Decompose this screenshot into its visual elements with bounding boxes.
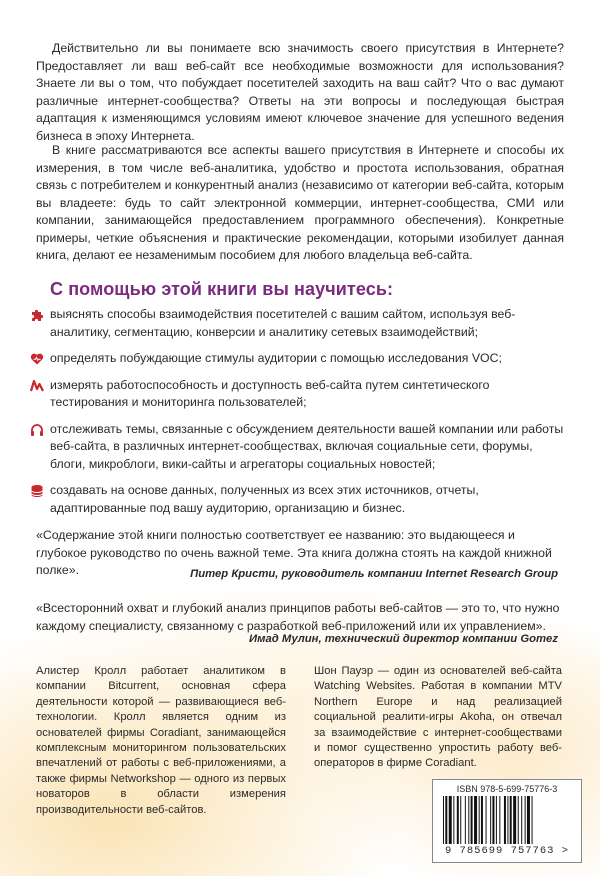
list-item [30,306,565,341]
intro-paragraph-1 [36,40,564,145]
barcode-bar [496,796,497,844]
puzzle-icon [30,308,44,322]
barcode-bar [527,796,530,844]
barcode-bar [445,796,447,844]
learn-heading: С помощью этой книги вы научитесь: [50,279,394,299]
learn-list [30,306,565,517]
list-item [30,482,565,517]
barcode-bar [532,796,533,844]
author-bio-left: Алистер Кролл работает аналитиком в компании Bitcurrent, основная сфера деятельности которой — развивающиеся веб-технологии. Кролл является одним из основателей фирмы Coradiant, занимающейся комплексным мониторингом пользовательских впечатлений от работы с веб-приложениями, а также фирмы Networkshop — одного из первых новаторов в области измерения производительности веб-сайтов. [36,665,286,816]
barcode-bar [449,796,452,844]
barcode-bar [443,796,444,844]
barcode-digits: 9 785699 757763 > [444,845,570,857]
barcode-bar [481,796,483,844]
list-item-text: создавать на основе данных, полученных из всех этих источников, отчеты, адаптированные под вашу аудиторию, организацию и бизнес. [50,483,479,515]
heart-icon [30,352,44,366]
barcode-bar [479,796,480,844]
list-item [30,350,565,368]
barcode-bar [518,796,519,844]
list-item-text: отслеживать темы, связанные с обсуждением деятельности вашей компании или работы веб-сайта, в различных интернет-сообществах, включая социальные сети, форумы, блоги, микроблоги, вики-сайты и агрегаторы социальных новостей; [50,421,564,471]
barcode-bar [486,796,487,844]
barcode-bar [465,796,466,844]
barcode-bar [457,796,459,844]
barcode-bar [510,796,512,844]
headphones-icon [30,423,44,437]
barcode-bar [460,796,461,844]
quote-2-author: Имад Мулин, технический директор компании Gomez [249,633,558,645]
database-icon [30,484,44,498]
list-item [30,421,565,474]
intro-paragraph-1-text: Действительно ли вы понимаете всю значимость своего присутствия в Интернете? Предоставляет ли ваш веб-сайт все необходимые возможности для использования? Знаете ли вы о том, что побуждает посетителей заходить на ваш сайт? Что о вас думают различные интернет-сообщества? Ответы на эти вопросы и последующая быстрая адаптация к изменяющимся условиям имеют ключевое значение для успешного ведения бизнеса в эпоху Интернета. [36,41,564,143]
list-item-text: измерять работоспособность и доступность веб-сайта путем синтетического тестирования и мониторинга пользователей; [50,377,490,409]
barcode-bar [490,796,491,844]
barcode-bar [468,796,469,844]
list-item [30,377,565,412]
barcode [432,779,582,863]
list-item-text: выяснять способы взаимодействия посетителей с вашим сайтом, используя веб-аналитику, сегментацию, конверсии и аналитику сетевых взаимодействий; [50,307,516,339]
quote-1-author: Питер Кристи, руководитель компании Internet Research Group [190,568,558,580]
barcode-bar [513,796,516,844]
barcode-bar [492,796,494,844]
intro-paragraph-2-text: В книге рассматриваются все аспекты вашего присутствия в Интернете и способы их измерения, в том числе веб-аналитика, удобство и простота использования, обратная связь с потребителем и конкурентный анализ (независимо от категории веб-сайта, которым вы владеете: будь то сайт электронной коммерции, интернет-сообщества, СМИ или компании, занимающейся предоставлением программного обеспечения). Конкретные примеры, четкие объяснения и практические рекомендации, которыми изобилует данная книга, делают ее незаменимым пособием для любого владельца веб-сайта. [36,143,564,262]
pulse-icon [30,379,44,393]
barcode-bar [471,796,473,844]
barcode-bar [521,796,522,844]
barcode-bar [474,796,477,844]
barcode-bar [504,796,506,844]
author-bio-right: Шон Пауэр — один из основателей веб-сайта Watching Websites. Работая в компании MTV Northern Europe и над реализацией социальной реалити-игры Akoha, он отвечал за взаимодействие с интернет-сообществами и помог существенно упростить работу веб-операторов в фирме Coradiant. [314,665,562,770]
barcode-bar [499,796,500,844]
barcode-bar [453,796,454,844]
list-item-text: определять побуждающие стимулы аудитории с помощью исследования VOC; [50,351,502,365]
quote-2: «Всесторонний охват и глубокий анализ принципов работы веб-сайтов — это то, что нужно каждому специалисту, связанному с разработкой веб-приложений или их управлением». [36,601,560,633]
barcode-bars [441,796,573,844]
barcode-bar [507,796,508,844]
quote-1: «Содержание этой книги полностью соответствует ее названию: это выдающееся и глубокое руководство по очень важной теме. Эта книга должна стоять на каждой книжной полке». [36,528,552,577]
barcode-bar [525,796,526,844]
intro-paragraph-2 [36,142,564,265]
isbn-label: ISBN 978-5-699-75776-3 [456,784,558,794]
